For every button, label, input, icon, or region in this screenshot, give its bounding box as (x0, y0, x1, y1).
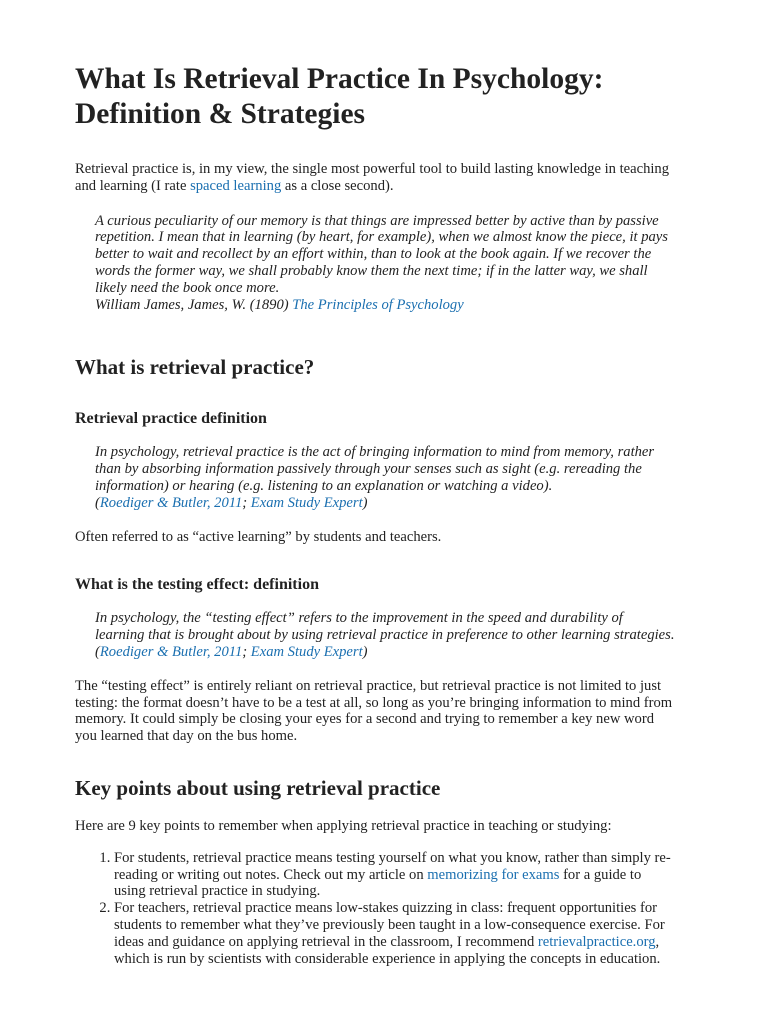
article (75, 62, 675, 967)
william-james-quote: A curious peculiarity of our memory is that things are impressed better by active than by passive repetition. I mean that in learning (by heart, for example), when we almost know the piece, it pays better to wait and recollect by an effort within, than to look at the book again. If we recover the words the former way, we shall probably know them the next time; if in the latter way, we shall likely need the book once more. William James, James, W. (1890) The Principles of Psychology (95, 212, 668, 313)
testing-effect-quote: In psychology, the “testing effect” refers to the improvement in the speed and durability of learning that is brought about by using retrieval practice in preference to other learning strategies. (Roediger & Butler, 2011; Exam Study Expert) (95, 610, 675, 660)
key-points-intro: Here are 9 key points to remember when applying retrieval practice in teaching or studying: (75, 817, 612, 834)
key-points-list (75, 850, 675, 968)
section-heading-key-points: Key points about using retrieval practice (75, 775, 441, 800)
subheading-testing-effect: What is the testing effect: definition (75, 576, 319, 594)
quote-attribution: William James, James, W. (1890) (95, 296, 293, 313)
retrieval-definition-quote: In psychology, retrieval practice is the act of bringing information to mind from memory, rather than by absorbing information passively through your senses such as sight (e.g. rereading the information) or hearing (e.g. listening to an explanation or watching a video). (Roediger & Butler, 2011; Exam Study Expert) (95, 444, 655, 511)
retrievalpractice-org-link[interactable]: retrievalpractice.org (537, 933, 656, 950)
principles-of-psychology-link[interactable]: The Principles of Psychology (292, 296, 464, 313)
list-item: 1. For students, retrieval practice means testing yourself on what you know, rather than simply re-reading or writing out notes. Check out my article on memorizing for exams for a guide to using retrieval practice in studying. (114, 850, 675, 900)
exam-study-expert-link[interactable]: Exam Study Expert (250, 643, 363, 660)
roediger-butler-link[interactable]: Roediger & Butler, 2011 (99, 494, 243, 511)
active-learning-paragraph: Often referred to as “active learning” by students and teachers. (75, 528, 442, 545)
page-title: What Is Retrieval Practice In Psychology: Definition & Strategies (75, 63, 604, 130)
section-heading-what-is-retrieval: What is retrieval practice? (75, 355, 315, 380)
subheading-retrieval-definition: Retrieval practice definition (75, 410, 267, 428)
memorizing-for-exams-link[interactable]: memorizing for exams (427, 866, 560, 883)
intro-paragraph: Retrieval practice is, in my view, the single most powerful tool to build lasting knowledge in teaching and learning (I rate spaced learning as a close second). (75, 161, 670, 194)
list-item: 2. For teachers, retrieval practice means low-stakes quizzing in class: frequent opportunities for students to remember what they’ve previously been taught in a low-consequence exercise. For ideas and guidance on applying retrieval in the classroom, I recommend retrievalpractice.org, which is run by scientists with considerable experience in applying the concepts in education. (114, 900, 675, 967)
testing-effect-paragraph: The “testing effect” is entirely reliant on retrieval practice, but retrieval practice is not limited to just testing: the format doesn’t have to be a test at all, so long as you’re bringing information to mind from memory. It could simply be closing your eyes for a second and trying to remember a key new word you learned that day on the bus home. (75, 677, 673, 745)
spaced-learning-link[interactable]: spaced learning (190, 177, 282, 194)
roediger-butler-link[interactable]: Roediger & Butler, 2011 (99, 643, 243, 660)
exam-study-expert-link[interactable]: Exam Study Expert (250, 494, 363, 511)
